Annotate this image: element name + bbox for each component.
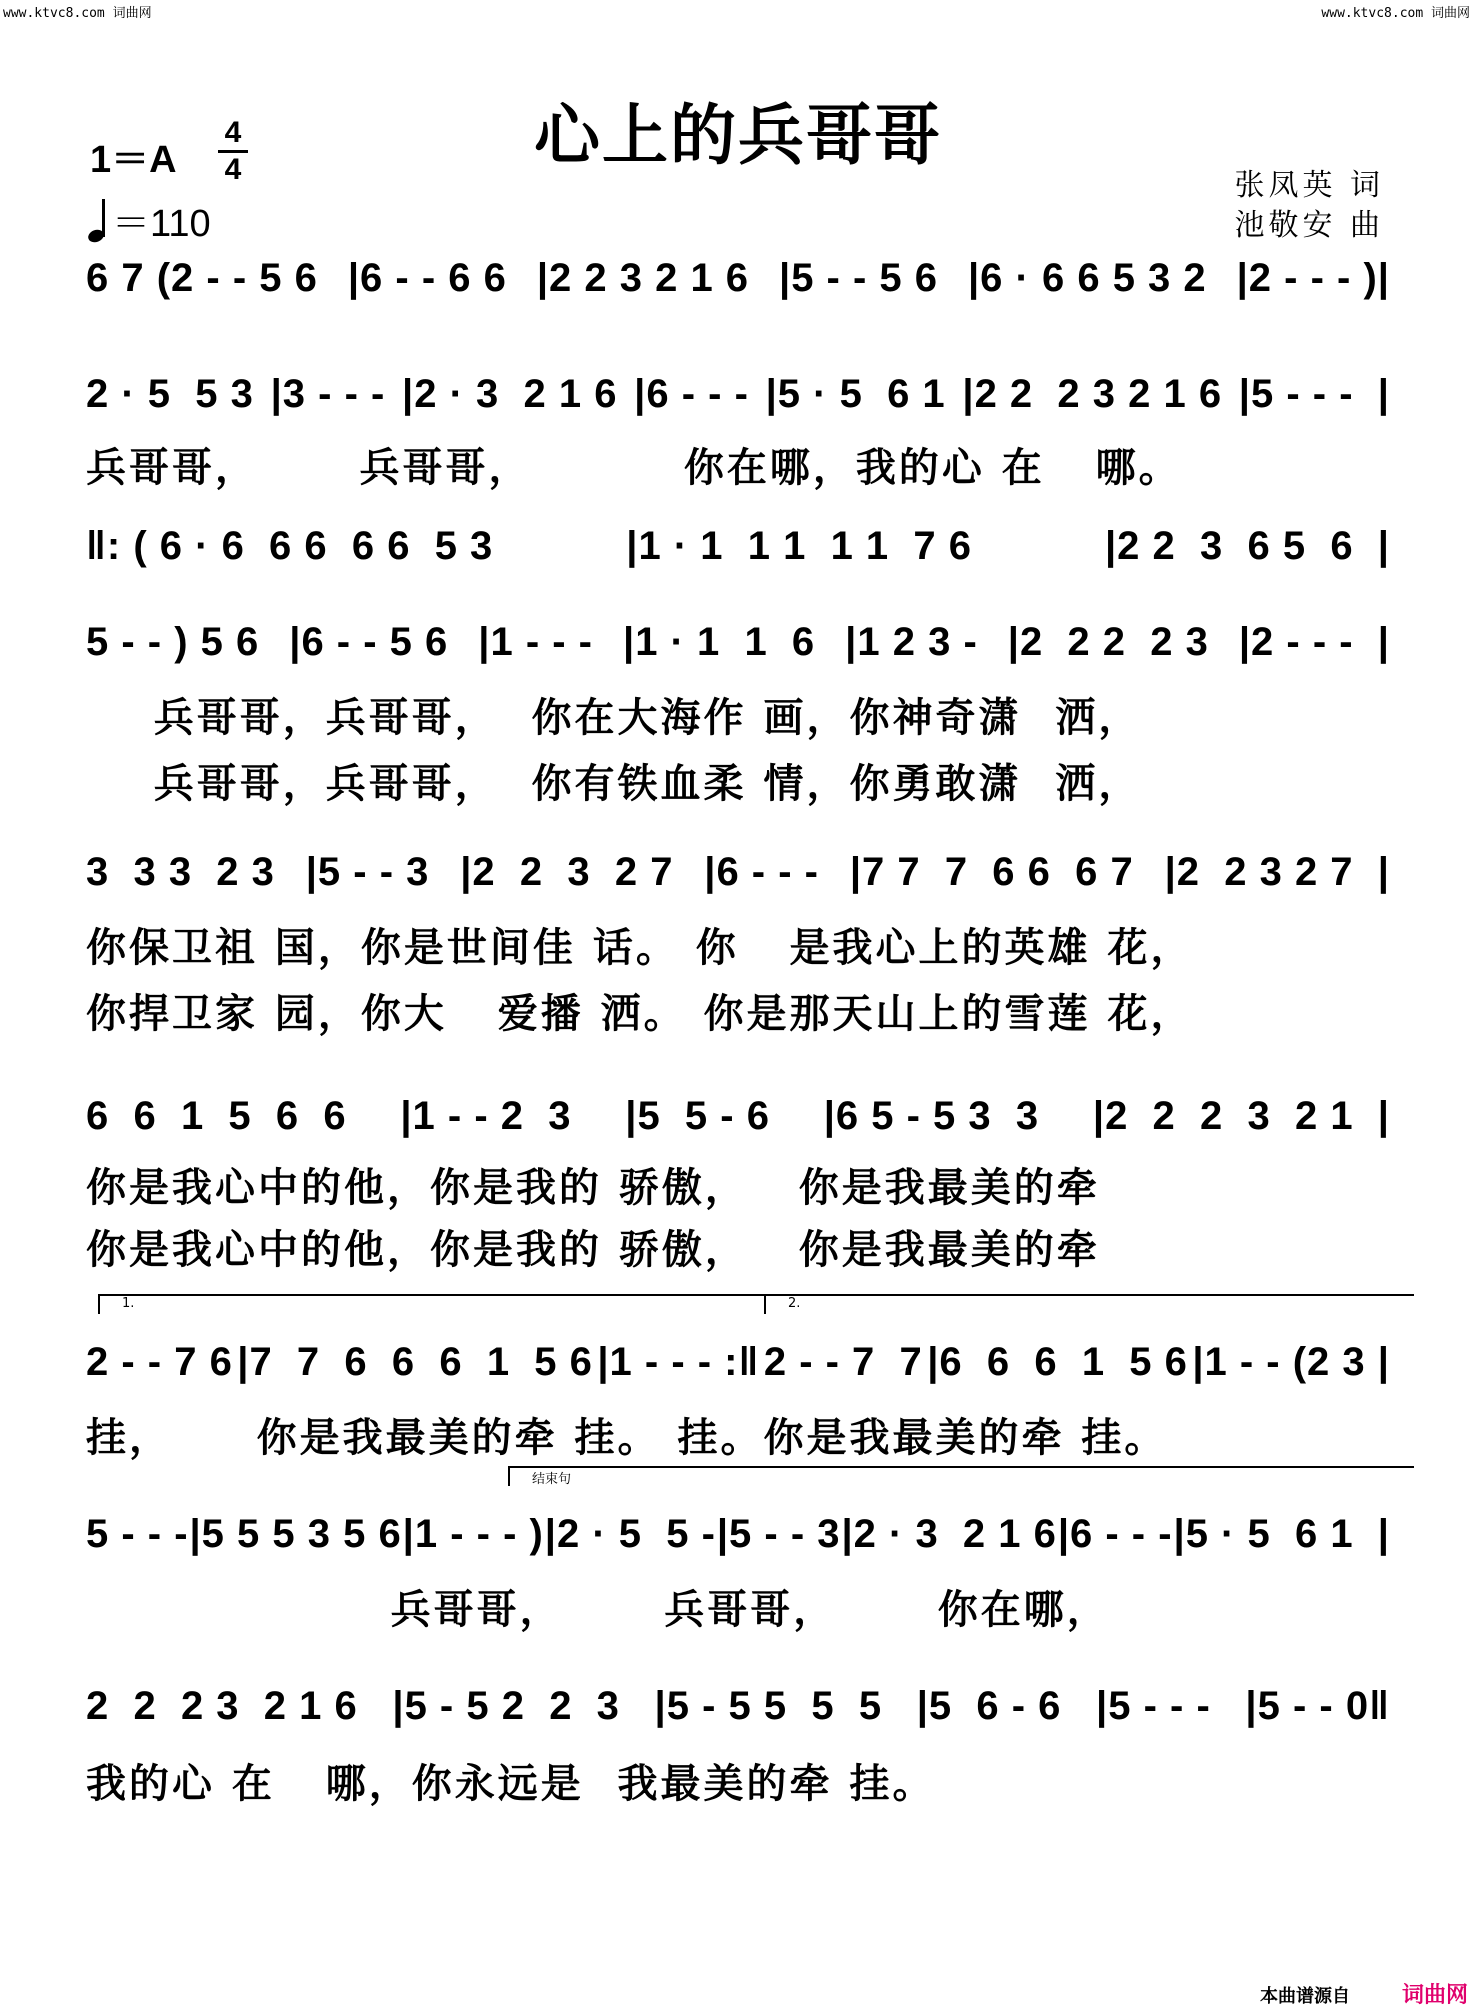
measure: |2 2 3 2 7	[460, 850, 674, 894]
measure: |6 - - 5 6	[289, 620, 449, 664]
watermark-top-left: www.ktvc8.com 词曲网	[3, 6, 152, 21]
watermark-top-right: www.ktvc8.com 词曲网	[1321, 6, 1470, 21]
measure: |1 - - - :‖	[597, 1340, 760, 1384]
lyric-line: 你捍卫家 园，你大 爱播 洒。 你是那天山上的雪莲 花，	[86, 991, 1194, 1037]
measure: |7 7 6 6 6 1 5 6	[237, 1340, 593, 1384]
score-row-7	[86, 1340, 1390, 1385]
quarter-note-icon	[88, 198, 106, 242]
measure: |5 5 - 6	[625, 1094, 770, 1138]
time-signature	[218, 118, 248, 185]
tempo-marking	[88, 192, 211, 247]
measure: |5 - - - |	[1238, 372, 1390, 416]
measure: 6 6 1 5 6 6	[86, 1094, 347, 1138]
measure: |5 · 5 6 1 |	[1173, 1512, 1390, 1556]
measure: 2 - - 7 6	[86, 1340, 233, 1384]
measure: ‖: ( 6 · 6 6 6 6 6 5 3	[86, 524, 494, 568]
score-row-2	[86, 372, 1390, 417]
measure: |5 - 5 5 5 5	[654, 1684, 883, 1728]
volta-first-ending: 1.	[98, 1294, 776, 1314]
measure: |5 - - 0‖	[1245, 1684, 1390, 1728]
measure: |2 2 2 3 2 1 |	[1092, 1094, 1390, 1138]
measure: |2 · 3 2 1 6	[402, 372, 618, 416]
score-row-5	[86, 850, 1390, 895]
footer-source-text: 本曲谱源自	[1260, 1986, 1350, 2007]
lyric-line: 兵哥哥，兵哥哥， 你在大海作 画，你神奇潇 洒，	[86, 695, 1142, 741]
measure: 5 - - ) 5 6	[86, 620, 260, 664]
score-row-1	[86, 256, 1390, 301]
time-signature-bottom: 4	[224, 153, 242, 186]
lyric-line: 兵哥哥， 兵哥哥， 你在哪，我的心 在 哪。	[86, 445, 1182, 491]
score-row-3	[86, 524, 1390, 569]
measure: |1 - - -	[478, 620, 594, 664]
lyric-line: 你是我心中的他，你是我的 骄傲， 你是我最美的牵	[86, 1227, 1100, 1273]
measure: |5 - - 5 6	[779, 256, 939, 300]
measure: |6 - - 6 6	[347, 256, 507, 300]
key-signature: 1＝A	[90, 139, 177, 181]
measure: 3 3 3 2 3	[86, 850, 275, 894]
lyric-line: 兵哥哥，兵哥哥， 你有铁血柔 情，你勇敢潇 洒，	[86, 761, 1142, 807]
measure: |1 - - - )	[402, 1512, 544, 1556]
measure: 6 7 (2 - - 5 6	[86, 256, 318, 300]
tempo-value: ＝110	[112, 203, 211, 245]
score-row-4	[86, 620, 1390, 665]
measure: |2 2 3 2 7 |	[1164, 850, 1390, 894]
measure: |5 · 5 6 1	[765, 372, 946, 416]
measure: |6 - - -	[1057, 1512, 1173, 1556]
measure: |5 6 - 6	[916, 1684, 1062, 1728]
measure: |6 - - -	[704, 850, 819, 894]
measure: |3 - - -	[270, 372, 386, 416]
measure: |2 - - - )|	[1236, 256, 1390, 300]
measure: |7 7 7 6 6 6 7	[849, 850, 1134, 894]
measure: |2 2 2 2 3	[1007, 620, 1209, 664]
measure: |6 6 6 1 5 6	[927, 1340, 1188, 1384]
lyric-line: 你是我心中的他，你是我的 骄傲， 你是我最美的牵	[86, 1165, 1100, 1211]
measure: 5 - - -	[86, 1512, 189, 1556]
measure: |2 · 3 2 1 6	[841, 1512, 1057, 1556]
song-title: 心上的兵哥哥	[534, 97, 942, 174]
measure: |2 2 3 6 5 6 |	[1104, 524, 1390, 568]
score-row-9	[86, 1684, 1390, 1729]
time-signature-top: 4	[224, 116, 242, 149]
measure: |6 · 6 6 5 3 2	[967, 256, 1207, 300]
score-row-6	[86, 1094, 1390, 1139]
measure: |1 · 1 1 1 1 1 7 6	[626, 524, 973, 568]
measure: 2 · 5 5 3	[86, 372, 254, 416]
measure: |2 2 3 2 1 6	[536, 256, 750, 300]
lyricist-credit: 张凤英 词	[1234, 168, 1384, 203]
measure: |5 - 5 2 2 3	[392, 1684, 620, 1728]
measure: 2 - - 7 7	[763, 1340, 923, 1384]
measure: |1 - - 2 3	[400, 1094, 572, 1138]
lyric-line: 你保卫祖 国，你是世间佳 话。 你 是我心上的英雄 花，	[86, 925, 1194, 971]
measure: 2 2 2 3 2 1 6	[86, 1684, 358, 1728]
measure: |2 2 2 3 2 1 6	[962, 372, 1223, 416]
score-row-8	[86, 1512, 1390, 1557]
ending-phrase-bracket: 结束句	[508, 1466, 1414, 1486]
measure: |5 - - 3	[305, 850, 430, 894]
composer-credit: 池敬安 曲	[1234, 208, 1384, 243]
footer-site-logo[interactable]: 词曲网	[1401, 1983, 1468, 2008]
volta-second-ending: 2.	[764, 1294, 1414, 1314]
lyric-line: 挂， 你是我最美的牵 挂。 挂。你是我最美的牵 挂。	[86, 1415, 1168, 1461]
measure: |5 - - 3	[716, 1512, 841, 1556]
measure: |6 - - -	[634, 372, 749, 416]
measure: |2 - - - |	[1238, 620, 1390, 664]
measure: |1 2 3 -	[845, 620, 978, 664]
measure: |1 - - (2 3 |	[1192, 1340, 1390, 1384]
measure: |5 5 5 3 5 6	[189, 1512, 402, 1556]
measure: |6 5 - 5 3 3	[823, 1094, 1040, 1138]
lyric-line: 我的心 在 哪，你永远是 我最美的牵 挂。	[86, 1761, 936, 1807]
lyric-line: 兵哥哥， 兵哥哥， 你在哪，	[86, 1587, 1110, 1633]
measure: |5 - - -	[1096, 1684, 1211, 1728]
measure: |1 · 1 1 6	[623, 620, 816, 664]
measure: |2 · 5 5 -	[544, 1512, 716, 1556]
